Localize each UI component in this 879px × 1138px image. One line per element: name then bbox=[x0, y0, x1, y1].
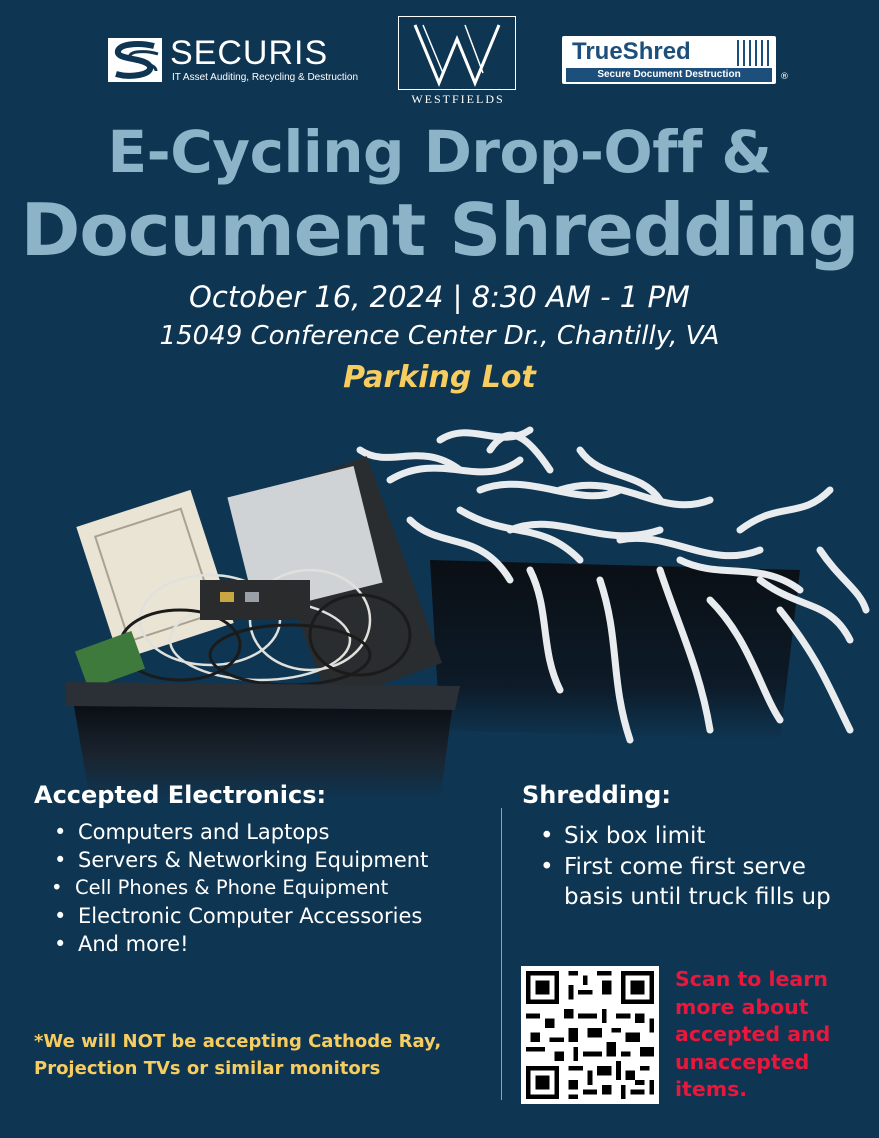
securis-mark-icon bbox=[108, 38, 162, 82]
list-item: • Servers & Networking Equipment bbox=[78, 846, 478, 874]
ewaste-shredding-illustration bbox=[60, 410, 870, 800]
registered-mark: ® bbox=[780, 72, 789, 82]
event-address: 15049 Conference Center Dr., Chantilly, VA bbox=[159, 321, 720, 351]
not-accepted-note: *We will NOT be accepting Cathode Ray, Projection TVs or similar monitors bbox=[34, 1031, 442, 1079]
trueshred-logo bbox=[562, 36, 792, 90]
column-divider bbox=[501, 808, 502, 1100]
shredding-heading: Shredding: bbox=[522, 781, 671, 809]
list-item: • Electronic Computer Accessories bbox=[78, 902, 478, 930]
trueshred-name: TrueShred bbox=[572, 38, 691, 65]
westfields-w-icon bbox=[399, 17, 515, 89]
list-item: • First come first serve basis until truck fills up bbox=[564, 852, 854, 913]
event-datetime: October 16, 2024 | 8:30 AM - 1 PM bbox=[189, 280, 690, 314]
list-item: • And more! bbox=[78, 930, 478, 958]
securis-tagline: IT Asset Auditing, Recycling & Destruction bbox=[172, 72, 359, 83]
accepted-electronics-heading: Accepted Electronics: bbox=[34, 781, 327, 809]
list-item: • Six box limit bbox=[564, 821, 854, 852]
qr-code-icon[interactable] bbox=[521, 966, 659, 1104]
shredding-list bbox=[564, 821, 854, 913]
title-line-1: E-Cycling Drop-Off & bbox=[107, 118, 772, 186]
list-item: • Cell Phones & Phone Equipment bbox=[75, 874, 478, 902]
title-line-2: Document Shredding bbox=[20, 188, 859, 272]
scan-instructions: Scan to learn more about accepted and unaccepted items. bbox=[675, 967, 831, 1101]
event-location: Parking Lot bbox=[343, 360, 536, 395]
securis-logo bbox=[108, 34, 359, 88]
accepted-electronics-list bbox=[75, 818, 478, 958]
securis-name: SECURIS bbox=[170, 34, 329, 72]
westfields-name: WESTFIELDS bbox=[411, 92, 505, 106]
westfields-logo bbox=[398, 16, 518, 108]
trueshred-tagline: Secure Document Destruction bbox=[566, 68, 772, 82]
list-item: • Computers and Laptops bbox=[78, 818, 478, 846]
shred-bars-icon bbox=[737, 40, 773, 66]
